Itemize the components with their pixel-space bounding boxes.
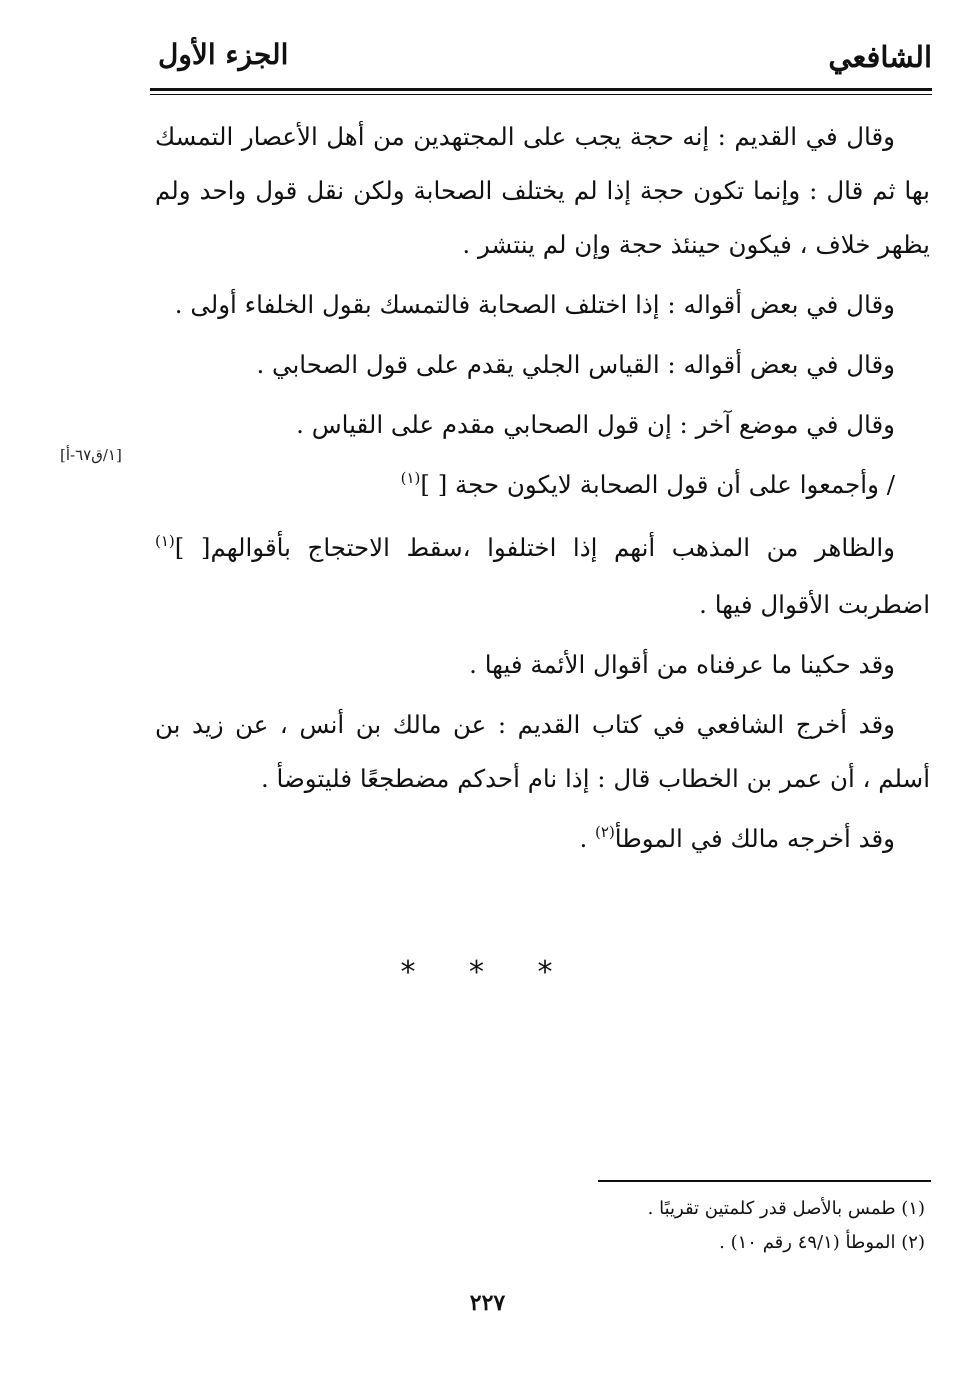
paragraph: وقد حكينا ما عرفناه من أقوال الأئمة فيها . xyxy=(469,650,895,679)
footnotes xyxy=(405,1192,925,1260)
body-text xyxy=(155,110,930,875)
section-separator: * * * xyxy=(400,955,575,990)
footnote: (٢) الموطأ (٤٩/١ رقم ١٠) . xyxy=(719,1232,925,1253)
header-rule-thick xyxy=(150,88,932,91)
footnote-ref: (١) xyxy=(155,532,175,550)
header-author-title: الشافعي xyxy=(828,40,932,74)
paragraph: وقال في موضع آخر : إن قول الصحابي مقدم على القياس . xyxy=(296,410,895,439)
header-volume-title: الجزء الأول xyxy=(158,38,289,71)
footnote-ref: (١) xyxy=(400,469,421,487)
footnote: (١) طمس بالأصل قدر كلمتين تقريبًا . xyxy=(647,1198,925,1219)
paragraph: وقد أخرج الشافعي في كتاب القديم : عن مالك بن أنس ، عن زيد بن أسلم ، أن عمر بن الخطاب قال : إذا نام أحدكم مضطجعًا فليتوضأ . xyxy=(155,710,930,793)
manuscript-folio-marker: [١/ق٦٧-أ] xyxy=(60,446,122,464)
header-rule-thin xyxy=(150,94,932,95)
paragraph: وقال في القديم : إنه حجة يجب على المجتهدين من أهل الأعصار التمسك بها ثم قال : وإنما تكون حجة إذا لم يختلف الصحابة ولكن نقل قول واحد ولم يظهر خلاف ، فيكون حينئذ حجة وإن لم ينتشر . xyxy=(155,122,930,259)
paragraph: وقد أخرجه مالك في الموطأ$^{(٢)}$ . xyxy=(579,823,895,853)
footnote-rule xyxy=(598,1180,931,1182)
paragraph: وقال في بعض أقواله : القياس الجلي يقدم على قول الصحابي . xyxy=(256,350,895,379)
page-number: ٢٢٧ xyxy=(469,1290,506,1316)
footnote-ref: (٢) xyxy=(595,823,615,841)
paragraph: / وأجمعوا على أن قول الصحابة لايكون حجة [ ]$^{(١)}$ xyxy=(400,469,895,499)
paragraph: وقال في بعض أقواله : إذا اختلف الصحابة فالتمسك بقول الخلفاء أولى . xyxy=(174,290,895,319)
running-header xyxy=(150,38,932,82)
paragraph: والظاهر من المذهب أنهم إذا اختلفوا ،سقط الاحتجاج بأقوالهم[ ]$^{(١)}$ اضطربت الأقوال فيها . xyxy=(155,532,930,619)
